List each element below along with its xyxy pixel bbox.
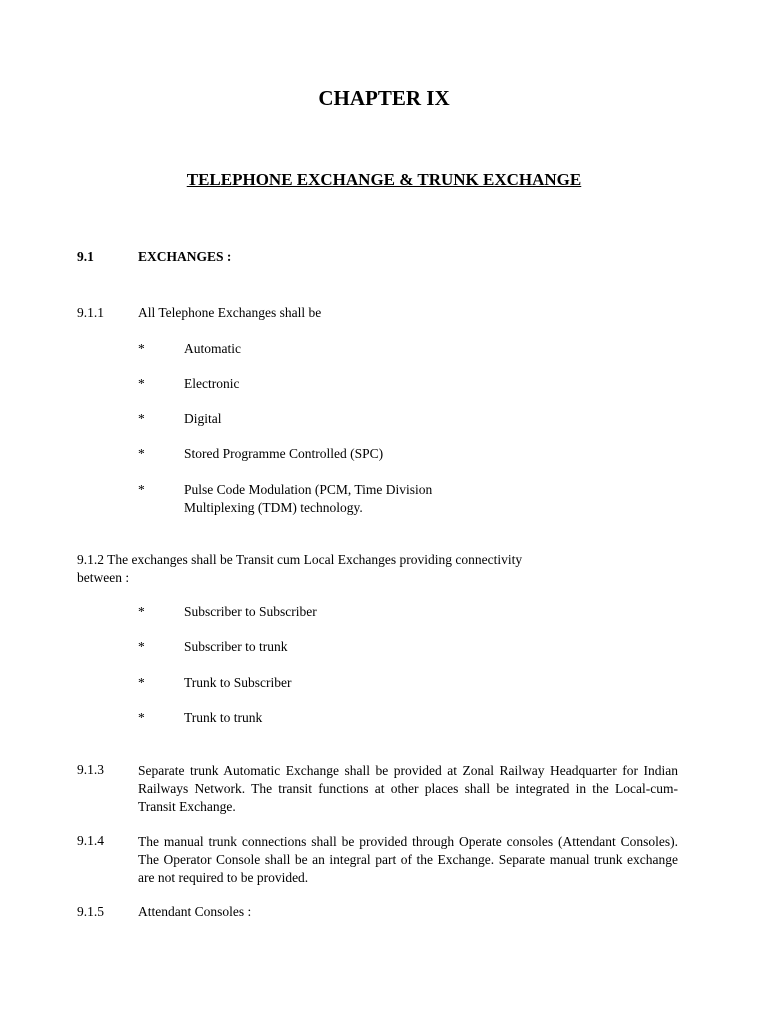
list-item: Electronic: [184, 376, 240, 391]
bullet-marker: *: [138, 411, 145, 426]
clause-text-9-1-3: Separate trunk Automatic Exchange shall be provided at Zonal Railway Headquarter for Indian Railways Network. The transit functions at other places shall be integrated in the Local-cum-Transit Exchange.: [138, 763, 678, 814]
bullet-marker: *: [138, 446, 145, 461]
clause-number-9-1-1: 9.1.1: [77, 305, 104, 320]
bullet-marker: *: [138, 675, 145, 690]
section-heading-exchanges: EXCHANGES :: [138, 249, 232, 264]
bullet-marker: *: [138, 482, 145, 497]
clause-text-9-1-4: The manual trunk connections shall be provided through Operate consoles (Attendant Consoles). The Operator Console shall be an integral part of the Exchange. Separate manual trunk exchange are not required to be provided.: [138, 834, 678, 885]
clause-text-9-1-1: All Telephone Exchanges shall be: [138, 305, 322, 320]
clause-number-9-1-5: 9.1.5: [77, 904, 104, 919]
list-item: Subscriber to Subscriber: [184, 604, 317, 619]
clause-text-9-1-2: 9.1.2 The exchanges shall be Transit cum Local Exchanges providing connectivity: [77, 552, 523, 567]
chapter-subtitle: TELEPHONE EXCHANGE & TRUNK EXCHANGE: [186, 170, 582, 189]
bullet-marker: *: [138, 604, 145, 619]
clause-number-9-1-3: 9.1.3: [77, 762, 104, 777]
bullet-marker: *: [138, 376, 145, 391]
list-item: Pulse Code Modulation (PCM, Time Division: [184, 482, 433, 497]
clause-number-9-1-4: 9.1.4: [77, 833, 104, 848]
bullet-marker: *: [138, 710, 145, 725]
list-item: Stored Programme Controlled (SPC): [184, 446, 384, 461]
chapter-title: CHAPTER IX: [318, 86, 450, 110]
list-item: Trunk to trunk: [184, 710, 263, 725]
list-item: Digital: [184, 411, 222, 426]
list-item-continuation: Multiplexing (TDM) technology.: [184, 500, 363, 515]
list-item: Trunk to Subscriber: [184, 675, 292, 690]
bullet-marker: *: [138, 639, 145, 654]
clause-text-9-1-5: Attendant Consoles :: [138, 904, 252, 919]
section-number-9-1: 9.1: [77, 249, 94, 264]
list-item: Subscriber to trunk: [184, 639, 288, 654]
list-item: Automatic: [184, 341, 241, 356]
clause-text-9-1-2-continuation: between :: [77, 570, 130, 585]
bullet-marker: *: [138, 341, 145, 356]
